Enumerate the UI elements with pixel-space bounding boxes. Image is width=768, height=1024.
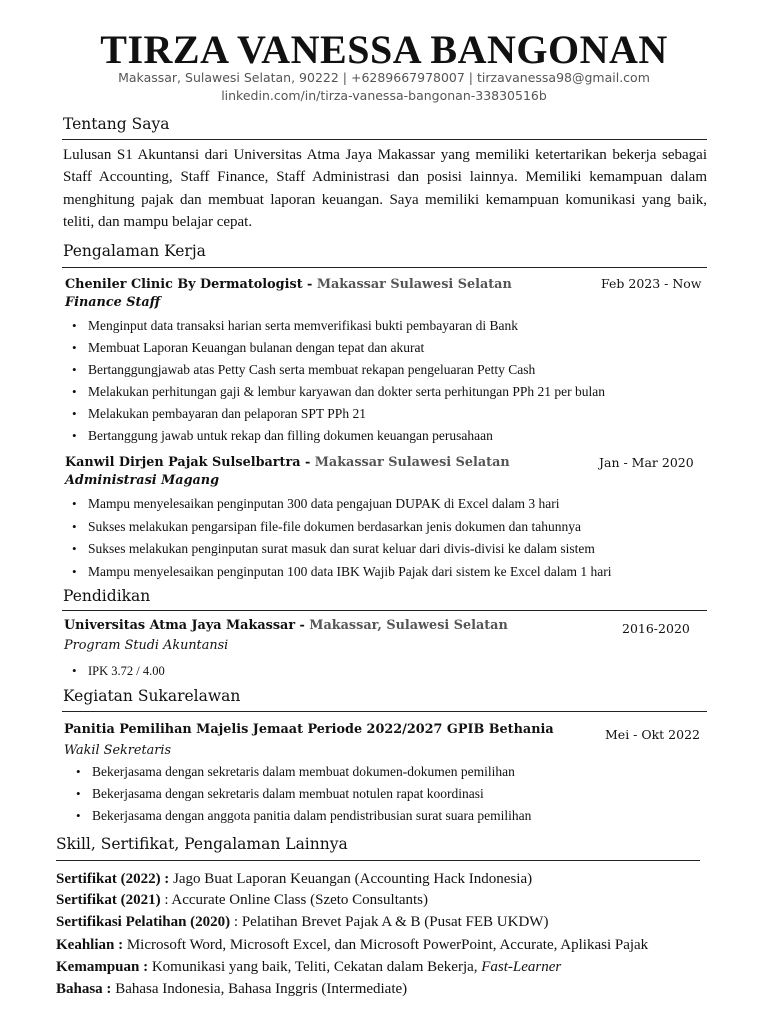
skill-line: Kemampuan : Komunikasi yang baik, Teliti, Cekatan dalam Bekerja, Fast-Learner [56,959,562,975]
list-item: • IPK 3.72 / 4.00 [68,661,165,681]
list-item: • Bekerjasama dengan sekretaris dalam membuat dokumen-dokumen pemilihan [72,761,531,783]
job-date: Jan - Mar 2020 [599,455,694,470]
job-header [65,277,512,292]
list-item: • Melakukan pembayaran dan pelaporan SPT PPh 21 [68,403,605,425]
list-item: • Bertanggungjawab atas Petty Cash serta membuat rekapan pengeluaran Petty Cash [68,359,605,381]
section-divider [62,610,707,611]
skill-line: Keahlian : Microsoft Word, Microsoft Excel, dan Microsoft PowerPoint, Accurate, Aplikasi Pajak [56,937,649,953]
list-item: • Mampu menyelesaikan penginputan 300 data pengajuan DUPAK di Excel dalam 3 hari [68,493,612,516]
job-org: Kanwil Dirjen Pajak Sulselbartra - [65,455,315,470]
job-bullets [68,493,612,583]
resume-name: TIRZA VANESSA BANGONAN [100,27,668,72]
volunteer-date: Mei - Okt 2022 [605,727,700,742]
section-divider [62,711,707,712]
section-title-experience: Pengalaman Kerja [63,242,206,260]
job-role: Administrasi Magang [65,473,220,488]
section-divider [62,139,707,140]
list-item: • Melakukan perhitungan gaji & lembur karyawan dan dokter serta perhitungan PPh 21 per bulan [68,381,605,403]
job-role: Finance Staff [65,295,161,310]
list-item: • Bekerjasama dengan anggota panitia dalam pendistribusian surat suara pemilihan [72,805,531,827]
job-bullets [68,315,605,448]
volunteer-role: Wakil Sekretaris [64,743,172,758]
about-paragraph: Lulusan S1 Akuntansi dari Universitas Atma Jaya Makassar yang memiliki ketertarikan bekerja sebagai Staff Accounting, Staff Finance, Staff Administrasi dan posisi lainnya. Memiliki kemampuan dalam menghitung pajak dan membuat laporan keuangan. Saya memiliki kemampuan komunikasi yang baik, teliti, dan mampu belajar cepat. [63,147,707,230]
section-divider [62,267,707,268]
education-date: 2016-2020 [622,621,690,636]
list-item: • Membuat Laporan Keuangan bulanan dengan tepat dan akurat [68,337,605,359]
education-header [64,618,508,633]
linkedin-url: linkedin.com/in/tirza-vanessa-bangonan-33830516b [221,88,547,103]
list-item: • Menginput data transaksi harian serta memverifikasi bukti pembayaran di Bank [68,315,605,337]
list-item: • Sukses melakukan penginputan surat masuk dan surat keluar dari divis-divisi ke dalam sistem [68,538,612,561]
contact-info: Makassar, Sulawesi Selatan, 90222 | +6289667978007 | tirzavanessa98@gmail.com [118,70,650,85]
job-date: Feb 2023 - Now [601,276,702,291]
section-title-volunteer: Kegiatan Sukarelawan [63,687,241,705]
section-title-about: Tentang Saya [63,115,170,133]
study-program: Program Studi Akuntansi [64,638,229,653]
list-item: • Mampu menyelesaikan penginputan 100 data IBK Wajib Pajak dari sistem ke Excel dalam 1 hari [68,561,612,584]
school-name: Universitas Atma Jaya Makassar - [64,618,310,633]
job-location: Makassar Sulawesi Selatan [314,455,510,470]
section-title-education: Pendidikan [63,587,151,605]
skill-line: Sertifikasi Pelatihan (2020) : Pelatihan Brevet Pajak A & B (Pusat FEB UKDW) [56,914,549,930]
section-title-skills: Skill, Sertifikat, Pengalaman Lainnya [56,835,348,853]
job-location: Makassar Sulawesi Selatan [316,277,512,292]
skill-line: Sertifikat (2022) : Jago Buat Laporan Keuangan (Accounting Hack Indonesia) [56,871,533,887]
list-item: • Bertanggung jawab untuk rekap dan filling dokumen keuangan perusahaan [68,425,605,447]
volunteer-bullets [72,761,531,827]
education-bullets [68,661,165,681]
skill-line: Bahasa : Bahasa Indonesia, Bahasa Inggris (Intermediate) [56,981,408,997]
job-header [65,455,510,470]
list-item: • Sukses melakukan pengarsipan file-file dokumen berdasarkan jenis dokumen dan tahunnya [68,516,612,539]
skill-line: Sertifikat (2021) : Accurate Online Class (Szeto Consultants) [56,892,429,908]
volunteer-org: Panitia Pemilihan Majelis Jemaat Periode 2022/2027 GPIB Bethania [64,722,554,737]
section-divider [56,860,700,861]
school-location: Makassar, Sulawesi Selatan [309,618,508,633]
list-item: • Bekerjasama dengan sekretaris dalam membuat notulen rapat koordinasi [72,783,531,805]
job-org: Cheniler Clinic By Dermatologist - [65,277,317,292]
